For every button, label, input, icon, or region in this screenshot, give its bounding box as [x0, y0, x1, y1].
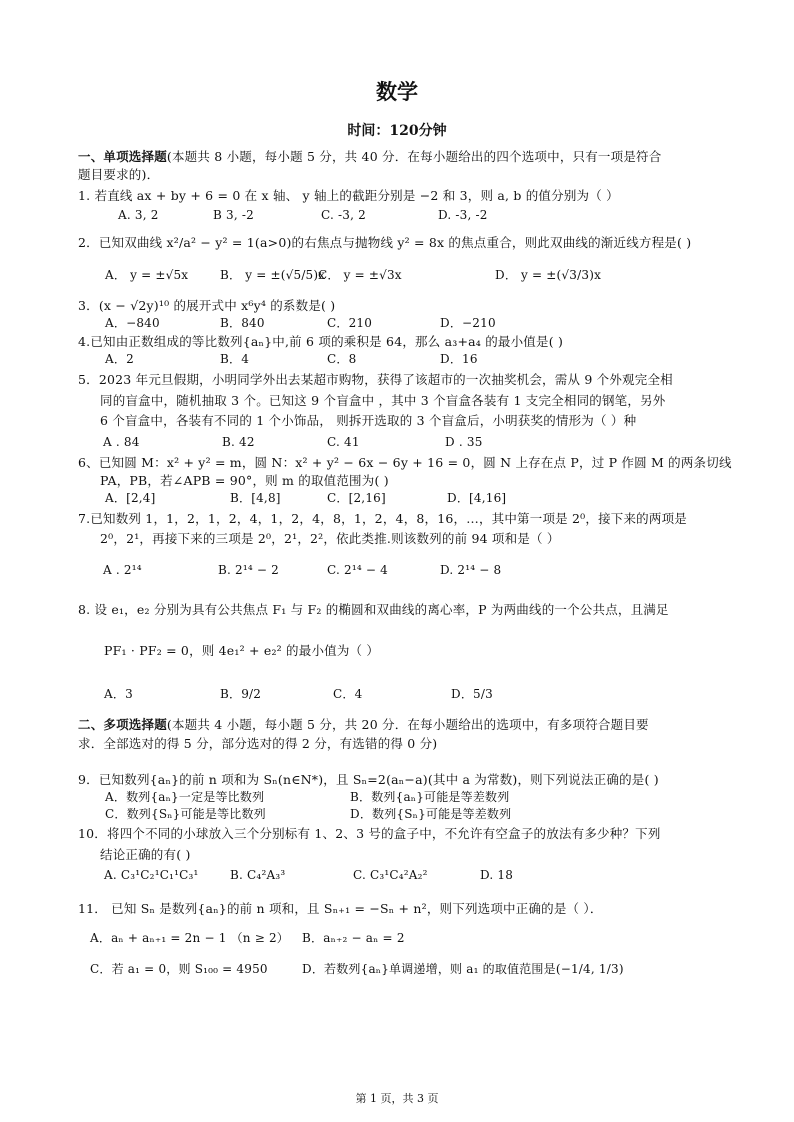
question-5-option-a: A . 84: [103, 435, 140, 449]
question-6-line-1: 6、已知圆 M：x² + y² = m，圆 N：x² + y² − 6x − 6y + 16 = 0，圆 N 上存在点 P，过 P 作圆 M 的两条切线: [78, 455, 732, 470]
question-11-option-c: C．若 a₁ = 0，则 S₁₀₀ = 4950: [90, 962, 268, 976]
question-11-option-a: A．aₙ + aₙ₊₁ = 2n − 1 （n ≥ 2）: [90, 931, 290, 945]
question-2-option-a: A． y = ±√5x: [105, 268, 189, 282]
question-10-option-a: A. C₃¹C₂¹C₁¹C₃¹: [104, 868, 199, 882]
question-6-option-d: D．[4,16]: [447, 491, 507, 505]
question-10-line-1: 10．将四个不同的小球放入三个分别标有 1、2、3 号的盒子中，不允许有空盒子的放法有多少种？下列: [78, 826, 661, 841]
question-6-option-c: C．[2,16]: [327, 491, 386, 505]
question-6-option-b: B．[4,8]: [230, 491, 281, 505]
section2-heading: 二、多项选择题: [78, 717, 167, 732]
question-7-line-1: 7.已知数列 1，1，2，1，2，4，1，2，4，8，1，2，4，8，16，…，其中第一项是 2⁰，接下来的两项是: [78, 511, 687, 526]
question-1-option-c: C. -3, 2: [321, 208, 366, 222]
question-5-option-d: D . 35: [445, 435, 483, 449]
question-3-option-a: A．−840: [105, 316, 160, 330]
section1-intro: [78, 149, 661, 164]
question-4-stem: 4.已知由正数组成的等比数列{aₙ}中,前 6 项的乘积是 64，那么 a₃+a₄ 的最小值是( ): [78, 334, 564, 349]
question-4-option-d: D．16: [440, 352, 478, 366]
question-7-line-2: 2⁰，2¹，再接下来的三项是 2⁰，2¹，2²，依此类推.则该数列的前 94 项和是（ ）: [100, 531, 560, 546]
question-7-option-a: A . 2¹⁴: [103, 563, 142, 577]
question-10-line-2: 结论正确的有( ): [100, 847, 191, 862]
question-10-option-d: D. 18: [480, 868, 514, 882]
question-9-option-b: B．数列{aₙ}可能是等差数列: [350, 790, 510, 804]
exam-time: 时间：120分钟: [347, 123, 447, 139]
question-7-option-b: B. 2¹⁴ − 2: [218, 563, 280, 577]
question-3-option-d: D．−210: [440, 316, 496, 330]
question-8-option-a: A．3: [104, 687, 133, 701]
section1-desc: (本题共 8 小题，每小题 5 分，共 40 分．在每小题给出的四个选项中，只有一项是符合: [166, 149, 662, 164]
question-11-option-d: D．若数列{aₙ}单调递增，则 a₁ 的取值范围是(−1/4, 1/3): [302, 962, 624, 976]
question-8-option-b: B．9/2: [220, 687, 262, 701]
question-10-option-b: B. C₄²A₃³: [230, 868, 286, 882]
question-2-stem: 2．已知双曲线 x²/a² − y² = 1(a>0)的右焦点与抛物线 y² = 8x 的焦点重合，则此双曲线的渐近线方程是( ): [78, 235, 692, 250]
question-6-line-2: PA，PB，若∠APB = 90°，则 m 的取值范围为( ): [100, 473, 389, 488]
page-title: 数学: [376, 79, 418, 104]
question-8-option-c: C．4: [333, 687, 363, 701]
question-1-option-b: B 3, -2: [213, 208, 254, 222]
question-1-stem: 1. 若直线 ax + by + 6 = 0 在 x 轴、 y 轴上的截距分别是 −2 和 3，则 a, b 的值分别为（ ）: [78, 188, 619, 203]
question-8-line-1: 8. 设 e₁，e₂ 分别为具有公共焦点 F₁ 与 F₂ 的椭圆和双曲线的离心率，P 为两曲线的一个公共点，且满足: [78, 602, 669, 617]
question-11-stem: 11． 已知 Sₙ 是数列{aₙ}的前 n 项和，且 Sₙ₊₁ = −Sₙ + n²，则下列选项中正确的是（ ）．: [78, 901, 603, 916]
question-9-stem: 9．已知数列{aₙ}的前 n 项和为 Sₙ(n∈N*)，且 Sₙ=2(aₙ−a)(其中 a 为常数)，则下列说法正确的是( ): [78, 772, 659, 787]
question-3-stem: 3．(x − √2y)¹⁰ 的展开式中 x⁶y⁴ 的系数是( ): [78, 298, 336, 313]
question-8-line-2: PF₁ · PF₂ = 0，则 4e₁² + e₂² 的最小值为（ ）: [104, 643, 380, 658]
question-9-option-d: D．数列{Sₙ}可能是等差数列: [350, 807, 512, 821]
question-1-option-d: D. -3, -2: [438, 208, 488, 222]
section2-desc-cont: 求．全部选对的得 5 分，部分选对的得 2 分，有选错的得 0 分): [78, 736, 438, 751]
question-8-option-d: D．5/3: [451, 687, 493, 701]
question-7-option-d: D. 2¹⁴ − 8: [440, 563, 502, 577]
page-number: 第 1 页，共 3 页: [355, 1092, 439, 1105]
section2-intro: [78, 717, 649, 732]
question-11-option-b: B．aₙ₊₂ − aₙ = 2: [302, 931, 405, 945]
question-2-option-b: B． y = ±(√5/5)x: [220, 268, 326, 282]
question-5-option-b: B. 42: [222, 435, 255, 449]
question-6-option-a: A．[2,4]: [105, 491, 156, 505]
question-4-option-a: A．2: [105, 352, 134, 366]
question-5-line-3: 6 个盲盒中，各装有不同的 1 个小饰品， 则拆开选取的 3 个盲盒后，小明获奖的情形为（ ）种: [100, 413, 637, 428]
question-3-option-c: C．210: [327, 316, 373, 330]
question-9-option-a: A．数列{aₙ}一定是等比数列: [105, 790, 265, 804]
question-10-option-c: C. C₃¹C₄²A₂²: [353, 868, 428, 882]
question-7-option-c: C. 2¹⁴ − 4: [327, 563, 388, 577]
question-4-option-c: C．8: [327, 352, 357, 366]
question-5-line-1: 5．2023 年元旦假期，小明同学外出去某超市购物，获得了该超市的一次抽奖机会，需从 9 个外观完全相: [78, 372, 673, 387]
question-4-option-b: B．4: [220, 352, 250, 366]
section1-desc-cont: 题目要求的)．: [78, 167, 160, 182]
question-1-option-a: A. 3, 2: [118, 208, 159, 222]
section1-heading: 一、单项选择题: [78, 149, 167, 164]
question-5-line-2: 同的盲盒中，随机抽取 3 个。已知这 9 个盲盒中 ，其中 3 个盲盒各装有 1 支完全相同的钢笔，另外: [100, 393, 666, 408]
question-3-option-b: B．840: [220, 316, 265, 330]
question-2-option-c: C． y = ±√3x: [318, 268, 402, 282]
question-2-option-d: D． y = ±(√3/3)x: [495, 268, 602, 282]
question-5-option-c: C. 41: [327, 435, 360, 449]
section2-desc: (本题共 4 小题，每小题 5 分，共 20 分．在每小题给出的选项中，有多项符合题目要: [166, 717, 649, 732]
question-9-option-c: C．数列{Sₙ}可能是等比数列: [105, 807, 266, 821]
